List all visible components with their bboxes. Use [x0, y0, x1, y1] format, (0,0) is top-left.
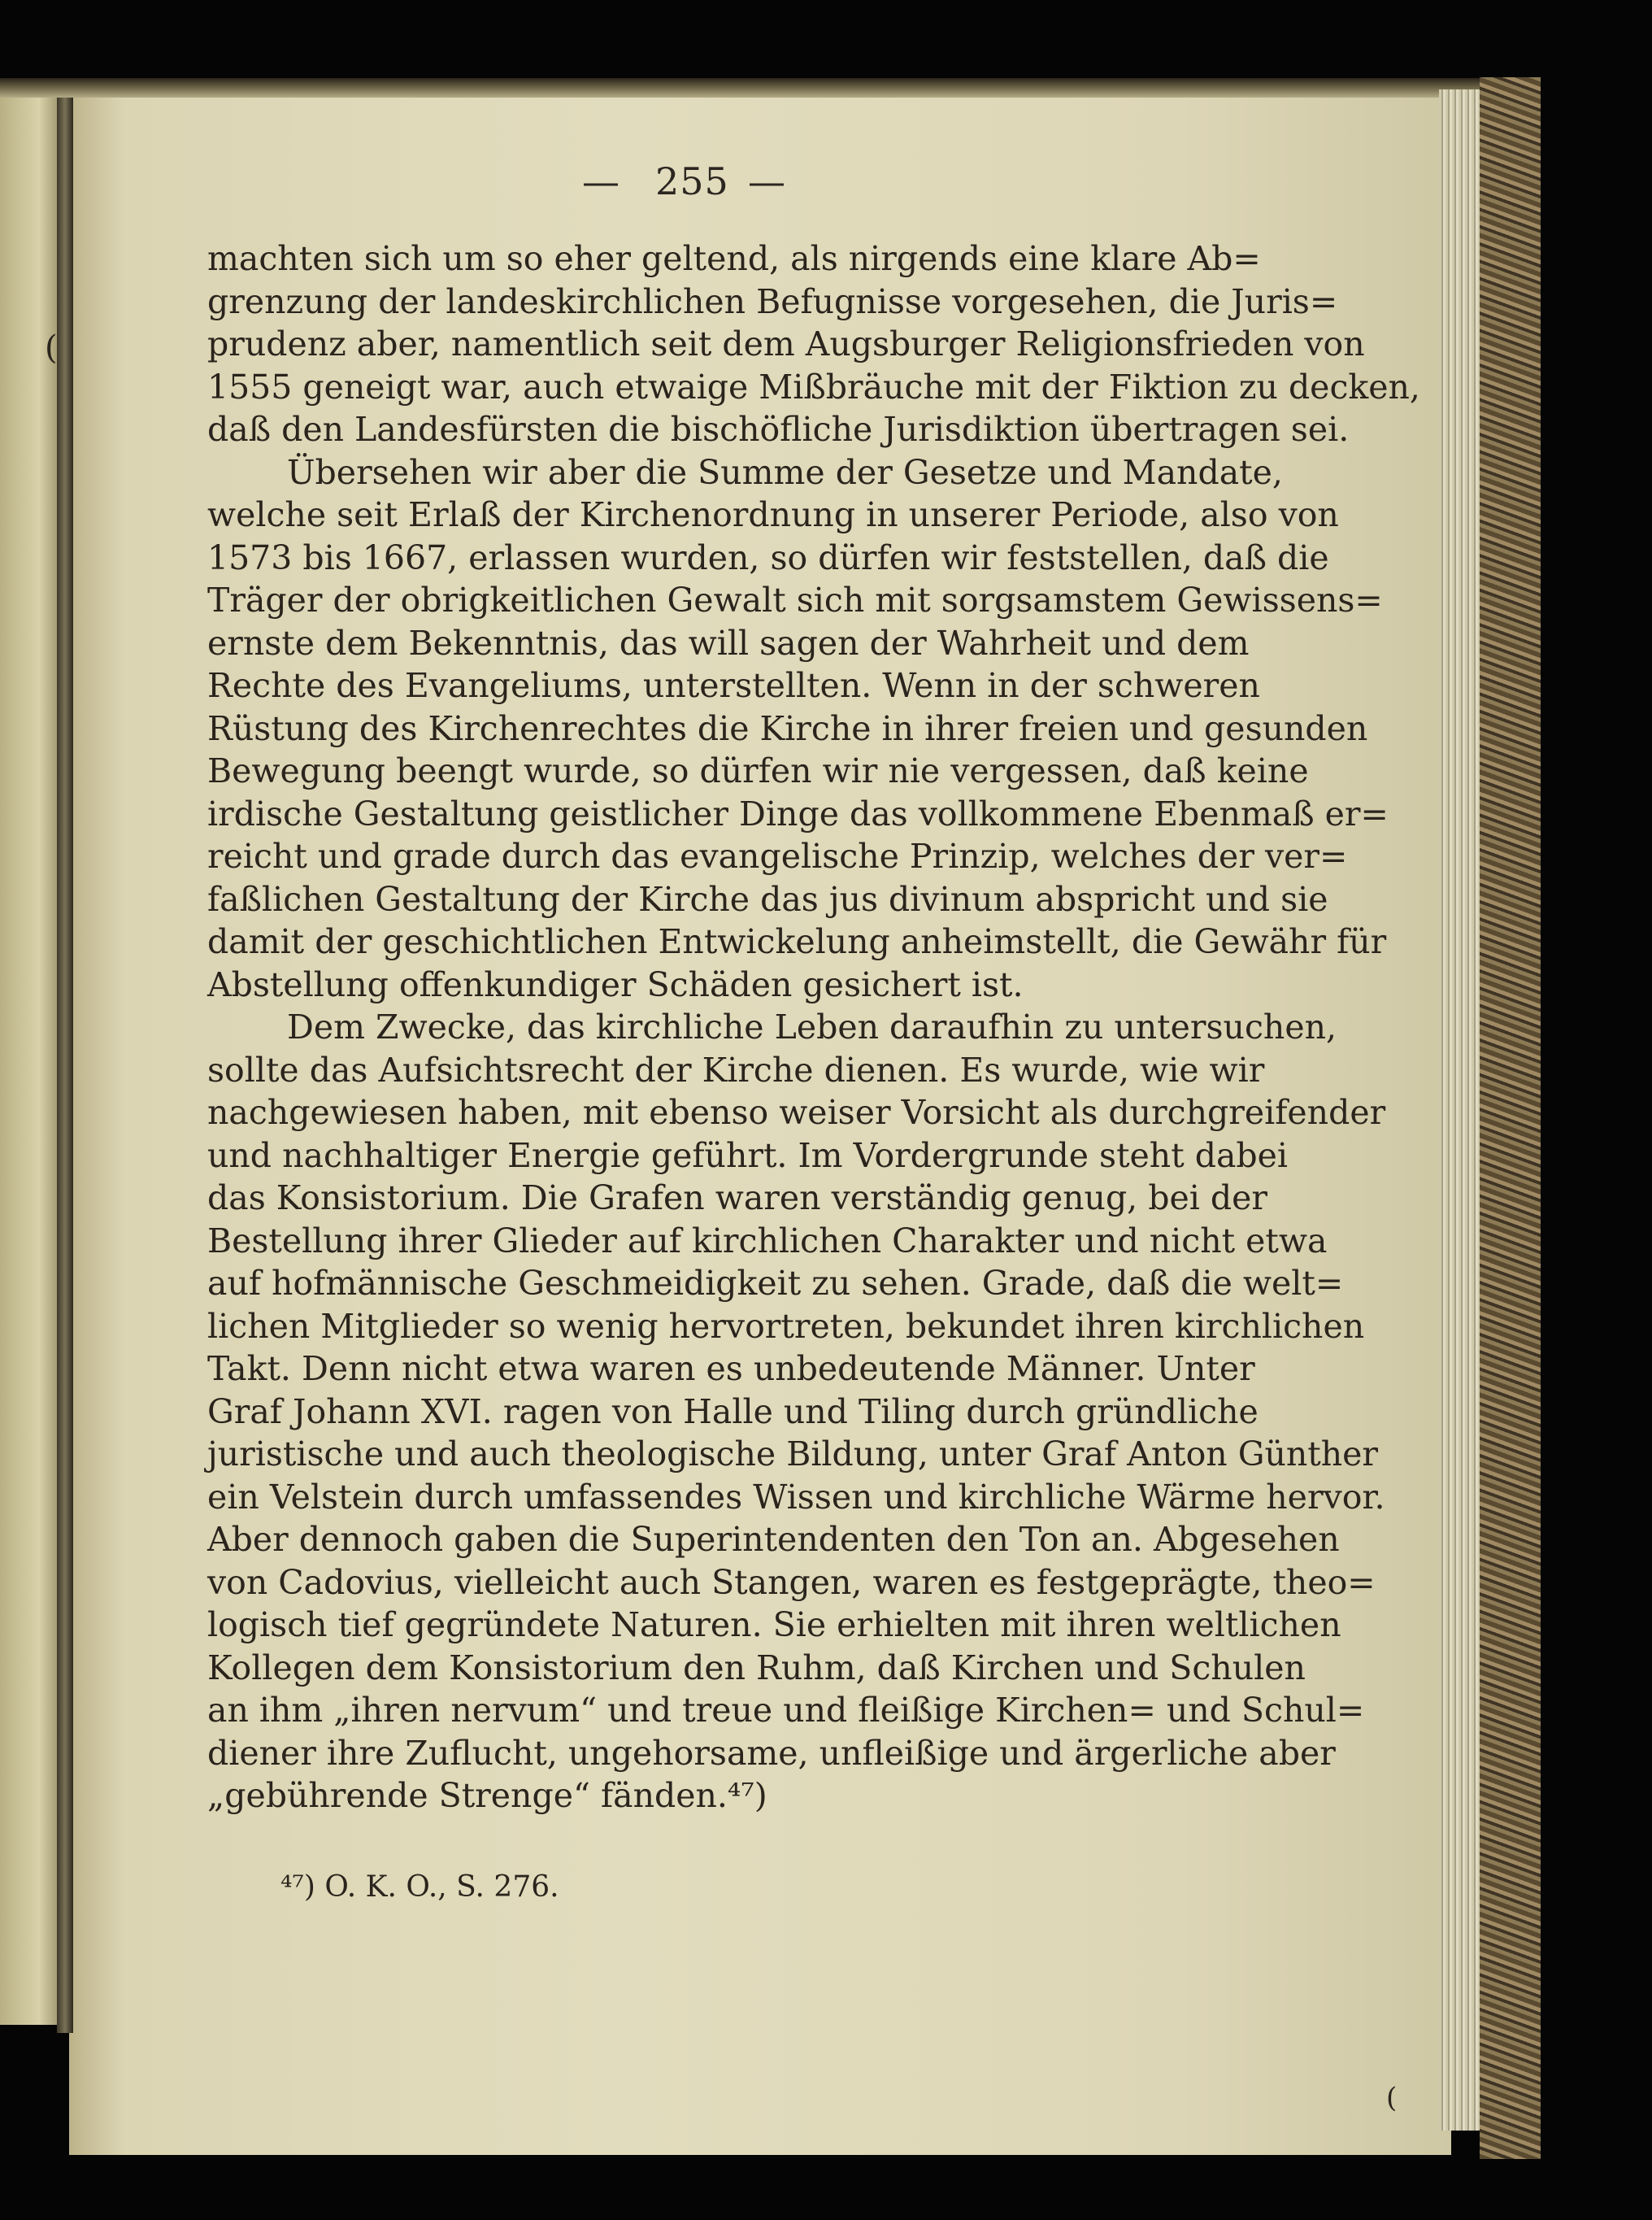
text-line: Abstellung offenkundiger Schäden gesichert ist.	[207, 964, 1024, 1004]
margin-mark: (	[45, 329, 58, 367]
top-page-edge	[0, 78, 1488, 98]
margin-mark: (	[1386, 2082, 1398, 2114]
text-line: prudenz aber, namentlich seit dem Augsburger Religionsfrieden von	[207, 324, 1365, 363]
page-number: 255	[655, 159, 729, 203]
text-line: 1573 bis 1667, erlassen wurden, so dürfen wir feststellen, daß die	[207, 538, 1329, 577]
text-line: daß den Landesfürsten die bischöfliche Jurisdiktion übertragen sei.	[207, 410, 1350, 449]
text-line: Bestellung ihrer Glieder auf kirchlichen Charakter und nicht etwa	[207, 1221, 1328, 1260]
left-page-edge	[0, 89, 65, 2025]
book-cover-edge	[1480, 77, 1541, 2159]
text-line: irdische Gestaltung geistlicher Dinge das vollkommene Ebenmaß er=	[207, 794, 1389, 834]
text-line: nachgewiesen haben, mit ebenso weiser Vorsicht als durchgreifender	[207, 1093, 1386, 1132]
text-line: Graf Johann XVI. ragen von Halle und Tiling durch gründliche	[207, 1391, 1259, 1431]
header-dash-left: —	[582, 159, 620, 203]
text-line: machten sich um so eher geltend, als nirgends eine klare Ab=	[207, 239, 1261, 278]
text-line: reicht und grade durch das evangelische Prinzip, welches der ver=	[207, 837, 1348, 876]
text-line: von Cadovius, vielleicht auch Stangen, waren es festgeprägte, theo=	[207, 1562, 1376, 1602]
text-line: Rechte des Evangeliums, unterstellten. Wenn in der schweren	[207, 666, 1260, 705]
text-line: sollte das Aufsichtsrecht der Kirche dienen. Es wurde, wie wir	[207, 1050, 1265, 1090]
page-header	[0, 159, 1652, 216]
text-line: das Konsistorium. Die Grafen waren verständig genug, bei der	[207, 1178, 1268, 1217]
text-line: lichen Mitglieder so wenig hervortreten, bekundet ihren kirchlichen	[207, 1306, 1365, 1346]
text-line: auf hofmännische Geschmeidigkeit zu sehen. Grade, daß die welt=	[207, 1264, 1344, 1303]
text-line: „gebührende Strenge“ fänden.⁴⁷)	[207, 1776, 767, 1815]
text-line: welche seit Erlaß der Kirchenordnung in unserer Periode, also von	[207, 495, 1339, 534]
text-line: ernste dem Bekenntnis, das will sagen der Wahrheit und dem	[207, 623, 1250, 663]
text-line: Übersehen wir aber die Summe der Gesetze und Mandate,	[287, 452, 1283, 492]
body-text	[207, 237, 1420, 1817]
text-line: Rüstung des Kirchenrechtes die Kirche in ihrer freien und gesunden	[207, 708, 1368, 748]
text-line: Dem Zwecke, das kirchliche Leben daraufhin zu untersuchen,	[287, 1008, 1337, 1047]
footnote: ⁴⁷) O. K. O., S. 276.	[280, 1870, 559, 1904]
book-gutter	[57, 81, 73, 2033]
text-line: 1555 geneigt war, auch etwaige Mißbräuche mit der Fiktion zu decken,	[207, 367, 1420, 407]
text-line: und nachhaltiger Energie geführt. Im Vordergrunde steht dabei	[207, 1135, 1289, 1175]
text-line: an ihm „ihren nervum“ und treue und fleißige Kirchen= und Schul=	[207, 1691, 1365, 1730]
text-line: damit der geschichtlichen Entwickelung anheimstellt, die Gewähr für	[207, 922, 1387, 961]
header-dash-right: —	[748, 159, 786, 203]
text-line: Kollegen dem Konsistorium den Ruhm, daß Kirchen und Schulen	[207, 1648, 1306, 1687]
text-line: ein Velstein durch umfassendes Wissen und kirchliche Wärme hervor.	[207, 1477, 1385, 1517]
text-line: Bewegung beengt wurde, so dürfen wir nie vergessen, daß keine	[207, 751, 1309, 790]
text-line: faßlichen Gestaltung der Kirche das jus divinum abspricht und sie	[207, 879, 1328, 919]
text-line: juristische und auch theologische Bildung, unter Graf Anton Günther	[207, 1434, 1379, 1473]
page-stack-edge	[1439, 89, 1484, 2131]
text-line: logisch tief gegründete Naturen. Sie erhielten mit ihren weltlichen	[207, 1605, 1341, 1644]
text-line: diener ihre Zuflucht, ungehorsame, unfleißige und ärgerliche aber	[207, 1733, 1336, 1773]
text-line: Träger der obrigkeitlichen Gewalt sich mit sorgsamstem Gewissens=	[207, 581, 1383, 620]
text-line: grenzung der landeskirchlichen Befugnisse vorgesehen, die Juris=	[207, 281, 1338, 321]
text-line: Takt. Denn nicht etwa waren es unbedeutende Männer. Unter	[207, 1349, 1255, 1388]
text-line: Aber dennoch gaben die Superintendenten den Ton an. Abgesehen	[207, 1520, 1340, 1559]
